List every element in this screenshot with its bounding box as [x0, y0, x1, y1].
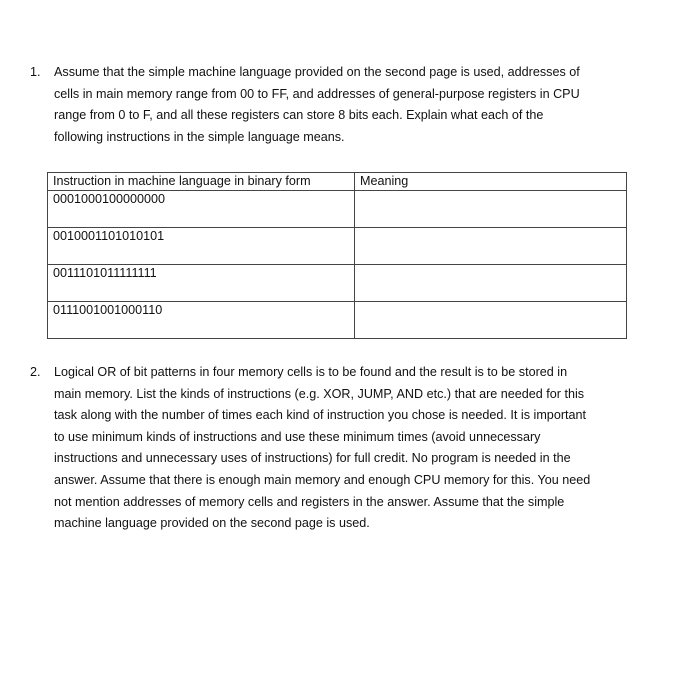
instruction-table	[47, 172, 627, 339]
meaning-cell[interactable]	[355, 191, 627, 228]
instruction-cell: 0011101011111111	[48, 265, 355, 302]
question-1	[30, 62, 580, 148]
table-row	[48, 191, 627, 228]
question-2	[30, 362, 590, 535]
header-meaning: Meaning	[355, 173, 627, 191]
instruction-cell: 0001000100000000	[48, 191, 355, 228]
question-number: 2.	[30, 365, 41, 379]
table-row	[48, 302, 627, 339]
meaning-cell[interactable]	[355, 228, 627, 265]
question-number: 1.	[30, 65, 41, 79]
table-row	[48, 228, 627, 265]
meaning-cell[interactable]	[355, 265, 627, 302]
question-text: Logical OR of bit patterns in four memory cells is to be found and the result is to be stored in main memory. List the kinds of instructions (e.g. XOR, JUMP, AND etc.) that are needed for this task along with the number of times each kind of instruction you chose is needed. It is important to use minimum kinds of instructions and use these minimum times (avoid unnecessary instructions and unnecessary uses of instructions) for full credit. No program is needed in the answer. Assume that there is enough main memory and enough CPU memory for this. You need not mention addresses of memory cells and registers in the answer. Assume that the simple machine language provided on the second page is used.	[54, 365, 591, 531]
header-instruction: Instruction in machine language in binary form	[48, 173, 355, 191]
question-text: Assume that the simple machine language provided on the second page is used, addresses of cells in main memory range from 00 to FF, and addresses of general-purpose registers in CPU range from 0 to F, and all these registers can store 8 bits each. Explain what each of the following instructions in the simple language means.	[54, 65, 580, 144]
table-header-row	[48, 173, 627, 191]
instruction-cell: 0010001101010101	[48, 228, 355, 265]
instruction-cell: 0111001001000110	[48, 302, 355, 339]
table-row	[48, 265, 627, 302]
meaning-cell[interactable]	[355, 302, 627, 339]
